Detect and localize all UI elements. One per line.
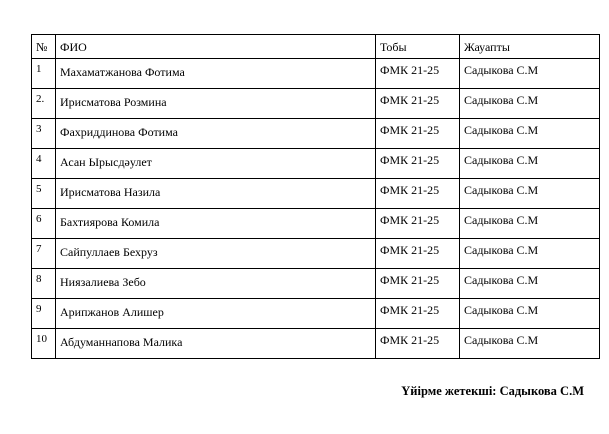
club-leader-signature-line: Үйірме жетекші: Садыкова С.М [401, 384, 584, 398]
header-full-name: ФИО [56, 35, 376, 59]
student-name: Ниязалиева Зебо [56, 269, 376, 299]
table-row [32, 59, 600, 89]
student-name: Абдуманнапова Малика [56, 329, 376, 359]
table-row [32, 329, 600, 359]
responsible-person: Садыкова С.М [460, 119, 600, 149]
row-number: 2. [32, 89, 56, 119]
row-number: 10 [32, 329, 56, 359]
student-name: Сайпуллаев Бехруз [56, 239, 376, 269]
responsible-person: Садыкова С.М [460, 299, 600, 329]
responsible-person: Садыкова С.М [460, 89, 600, 119]
student-group: ФМК 21-25 [376, 239, 460, 269]
table-row [32, 149, 600, 179]
student-name: Бахтиярова Комила [56, 209, 376, 239]
row-number: 8 [32, 269, 56, 299]
row-number: 6 [32, 209, 56, 239]
responsible-person: Садыкова С.М [460, 269, 600, 299]
student-group: ФМК 21-25 [376, 59, 460, 89]
student-group: ФМК 21-25 [376, 149, 460, 179]
table-row [32, 179, 600, 209]
row-number: 4 [32, 149, 56, 179]
responsible-person: Садыкова С.М [460, 239, 600, 269]
header-number: № [32, 35, 56, 59]
student-group: ФМК 21-25 [376, 269, 460, 299]
student-name: Ирисматова Розмина [56, 89, 376, 119]
row-number: 9 [32, 299, 56, 329]
student-name: Ирисматова Назила [56, 179, 376, 209]
table-row [32, 89, 600, 119]
student-roster-table [31, 34, 600, 359]
student-name: Асан Ырысдәулет [56, 149, 376, 179]
student-group: ФМК 21-25 [376, 299, 460, 329]
student-name: Махаматжанова Фотима [56, 59, 376, 89]
responsible-person: Садыкова С.М [460, 149, 600, 179]
table-row [32, 299, 600, 329]
header-group: Тобы [376, 35, 460, 59]
responsible-person: Садыкова С.М [460, 329, 600, 359]
responsible-person: Садыкова С.М [460, 209, 600, 239]
student-group: ФМК 21-25 [376, 209, 460, 239]
table-row [32, 269, 600, 299]
table-row [32, 209, 600, 239]
responsible-person: Садыкова С.М [460, 59, 600, 89]
student-group: ФМК 21-25 [376, 89, 460, 119]
table-header-row [32, 35, 600, 59]
row-number: 3 [32, 119, 56, 149]
row-number: 5 [32, 179, 56, 209]
table-row [32, 119, 600, 149]
student-group: ФМК 21-25 [376, 329, 460, 359]
student-name: Фахриддинова Фотима [56, 119, 376, 149]
row-number: 1 [32, 59, 56, 89]
student-name: Арипжанов Алишер [56, 299, 376, 329]
student-group: ФМК 21-25 [376, 119, 460, 149]
row-number: 7 [32, 239, 56, 269]
header-responsible: Жауапты [460, 35, 600, 59]
table-row [32, 239, 600, 269]
student-group: ФМК 21-25 [376, 179, 460, 209]
responsible-person: Садыкова С.М [460, 179, 600, 209]
